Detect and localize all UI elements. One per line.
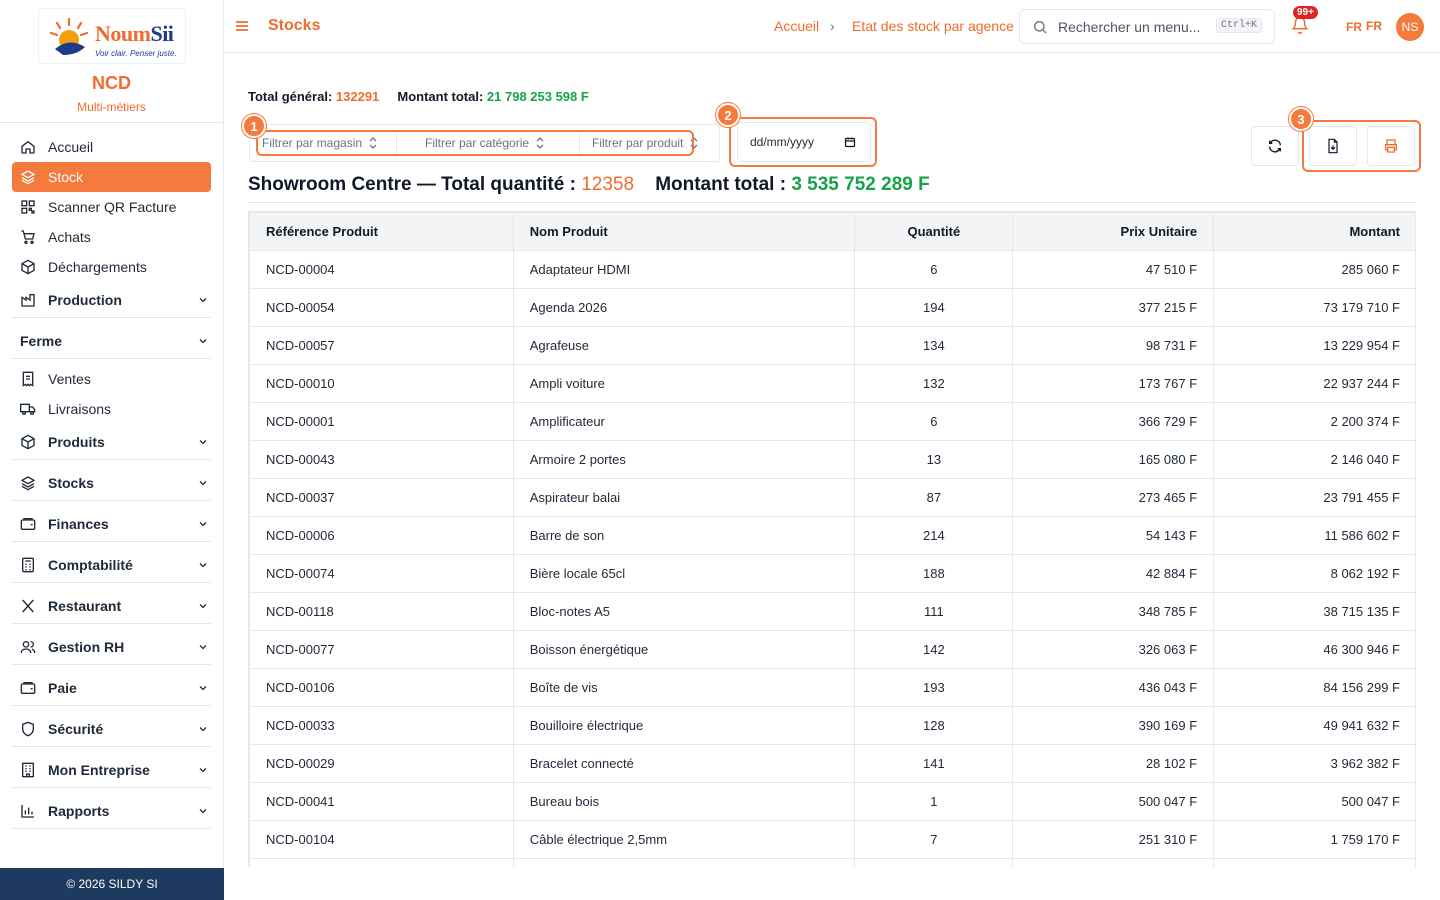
refresh-button[interactable] [1251,126,1299,166]
sidebar-group-produits[interactable] [12,424,211,460]
cell-reference: NCD-00054 [250,289,514,327]
sidebar-footer: © 2026 SILDY SI [0,868,224,900]
sidebar-group-label: Gestion RH [48,638,125,655]
cell-reference: NCD-00001 [250,403,514,441]
cell-nom: Barre de son [513,517,855,555]
chevron-down-icon [197,764,209,776]
table-header-row [250,213,1417,251]
cell-prix: 390 169 F [1013,707,1214,745]
cell-reference: NCD-00077 [250,631,514,669]
sidebar-nav [12,132,211,829]
cell-quantite: 128 [855,707,1013,745]
cell-nom: Adaptateur HDMI [513,251,855,289]
sidebar-group-paie[interactable] [12,670,211,706]
step-marker-3: 3 [1289,107,1313,131]
utensils-icon [20,598,36,614]
cell-reference: NCD-00004 [250,251,514,289]
table-row[interactable] [250,555,1417,593]
language-flag[interactable]: FR [1346,20,1362,34]
chevron-down-icon [197,600,209,612]
table-row[interactable] [250,593,1417,631]
sidebar-group-gestion-rh[interactable] [12,629,211,665]
cell-nom: Bloc-notes A5 [513,593,855,631]
cell-reference: NCD-00029 [250,745,514,783]
sidebar-group-label: Production [48,291,122,308]
table-row[interactable] [250,821,1417,859]
table-body [250,251,1417,868]
cell-montant: 2 200 374 F [1214,403,1416,441]
company-name: NCD [92,73,131,93]
cell-nom: Amplificateur [513,403,855,441]
sidebar-group-stocks[interactable] [12,465,211,501]
column-header-nom[interactable]: Nom Produit [513,213,855,251]
cell-montant: 46 300 946 F [1214,631,1416,669]
column-header-quantite[interactable]: Quantité [855,213,1013,251]
cell-quantite: 134 [855,327,1013,365]
sidebar-group-label: Restaurant [48,597,122,614]
sidebar-group-label: Sécurité [48,720,104,737]
cell-prix: 165 080 F [1013,441,1214,479]
cell-montant: 285 060 F [1214,251,1416,289]
step-marker-1: 1 [242,114,266,138]
chevron-down-icon [197,723,209,735]
refresh-icon [1267,138,1283,154]
table-row[interactable] [250,403,1417,441]
date-input[interactable] [737,122,871,162]
breadcrumb-separator: › [830,18,835,34]
table-row[interactable] [250,631,1417,669]
table-row[interactable] [250,289,1417,327]
chevron-down-icon [197,518,209,530]
table-row[interactable] [250,251,1417,289]
cell-reference: NCD-00104 [250,821,514,859]
cell-montant: 49 941 632 F [1214,707,1416,745]
total-value: 132291 [335,89,380,104]
wallet-icon [20,680,36,696]
column-header-montant[interactable]: Montant [1214,213,1416,251]
search-placeholder: Rechercher un menu... [1058,18,1201,35]
sidebar-group-label: Rapports [48,802,110,819]
cell-quantite: 132 [855,365,1013,403]
column-header-prix[interactable]: Prix Unitaire [1013,213,1214,251]
box-icon [20,434,36,450]
table-row[interactable] [250,669,1417,707]
cell-prix [1013,859,1214,868]
table-row[interactable] [250,327,1417,365]
sidebar-group-label: Comptabilité [48,556,133,573]
cell-prix: 173 767 F [1013,365,1214,403]
sidebar-item-label: Déchargements [48,259,147,275]
cell-reference: NCD-00043 [250,441,514,479]
sidebar-group-finances[interactable] [12,506,211,542]
cell-prix: 28 102 F [1013,745,1214,783]
sidebar-group-comptabilite[interactable] [12,547,211,583]
sidebar-group-production[interactable] [12,282,211,318]
cell-reference: NCD-00118 [250,593,514,631]
cell-prix: 54 143 F [1013,517,1214,555]
chevron-down-icon [197,436,209,448]
cell-nom: Armoire 2 portes [513,441,855,479]
section-title [248,174,930,196]
company-subtitle: Multi-métiers [77,100,146,114]
sidebar-group-label: Produits [48,433,105,450]
step-marker-2: 2 [716,103,740,127]
sidebar-item-dechargements[interactable] [12,252,211,282]
cell-quantite: 6 [855,251,1013,289]
cell-nom: Ampli voiture [513,365,855,403]
cell-quantite: 13 [855,441,1013,479]
cell-nom: Boîte de vis [513,669,855,707]
sidebar-group-label: Finances [48,515,109,532]
cell-quantite: 1 [855,783,1013,821]
breadcrumb-home[interactable]: Accueil [774,18,820,34]
date-placeholder: dd/mm/yyyy [750,135,815,149]
cell-nom: Bouilloire électrique [513,707,855,745]
table-row[interactable] [250,479,1417,517]
sidebar-group-restaurant[interactable] [12,588,211,624]
sidebar-item-label: Ventes [48,371,91,387]
cell-prix: 98 731 F [1013,327,1214,365]
cell-montant: 84 156 299 F [1214,669,1416,707]
cell-prix: 366 729 F [1013,403,1214,441]
table-row[interactable] [250,365,1417,403]
menu-icon[interactable] [234,18,250,34]
sidebar-item-label: Livraisons [48,401,112,417]
divider [248,202,1416,203]
cell-quantite: 111 [855,593,1013,631]
filter-categorie-label: Filtrer par catégorie [425,136,530,150]
cell-prix: 326 063 F [1013,631,1214,669]
layers-icon [20,169,36,185]
section-name: Showroom Centre — Total quantité : [248,174,576,195]
sidebar-item-ventes[interactable] [12,364,211,394]
sidebar-item-label: Accueil [48,139,94,155]
calendar-icon[interactable] [844,136,856,148]
cell-reference: NCD-00057 [250,327,514,365]
truck-icon [20,401,36,417]
section-amount: 3 535 752 289 F [791,174,930,195]
cell-nom: Bureau bois [513,783,855,821]
breadcrumb-current[interactable]: Etat des stock par agence [852,18,1014,34]
sidebar-item-stock[interactable] [12,162,211,192]
cell-quantite: 188 [855,555,1013,593]
chart-icon [20,803,36,819]
cell-quantite: 193 [855,669,1013,707]
sidebar-group-ferme[interactable] [12,323,211,359]
filter-highlight [256,130,694,156]
cell-reference: NCD-00106 [250,669,514,707]
cell-montant: 500 047 F [1214,783,1416,821]
cell-prix: 436 043 F [1013,669,1214,707]
notification-badge: 99+ [1293,6,1318,19]
total-label: Total général: [248,89,333,104]
search-shortcut: Ctrl+K [1216,18,1262,33]
stock-table [248,211,1416,867]
layers-icon [20,475,36,491]
cell-nom: Bière locale 65cl [513,555,855,593]
cart-icon [20,229,36,245]
chevron-down-icon [197,682,209,694]
box-icon [20,259,36,275]
cell-quantite: 194 [855,289,1013,327]
sidebar-item-label: Scanner QR Facture [48,199,177,215]
filter-magasin-label: Filtrer par magasin [262,136,363,150]
language-selector[interactable]: FR [1366,19,1382,33]
cell-montant: 2 146 040 F [1214,441,1416,479]
page-title: Stocks [268,17,321,34]
topbar [224,0,1440,53]
table-row[interactable] [250,859,1417,868]
table-row[interactable] [250,707,1417,745]
calculator-icon [20,557,36,573]
cell-montant: 3 962 382 F [1214,745,1416,783]
cell-prix: 42 884 F [1013,555,1214,593]
qr-icon [20,199,36,215]
cell-quantite: 6 [855,403,1013,441]
search-icon [1032,19,1048,35]
sidebar-item-livraisons[interactable] [12,394,211,424]
cell-montant [1214,859,1416,868]
sun-logo-icon [47,15,91,59]
home-icon [20,139,36,155]
sidebar-group-label: Paie [48,679,77,696]
sidebar-item-achats[interactable] [12,222,211,252]
cell-reference: NCD-00006 [250,517,514,555]
shield-icon [20,721,36,737]
cell-nom: Bracelet connecté [513,745,855,783]
receipt-icon [20,371,36,387]
printer-icon [1383,138,1399,154]
cell-quantite: 87 [855,479,1013,517]
cell-prix: 251 310 F [1013,821,1214,859]
sidebar-item-label: Achats [48,229,91,245]
cell-reference: NCD-00037 [250,479,514,517]
cell-montant: 11 586 602 F [1214,517,1416,555]
cell-montant: 38 715 135 F [1214,593,1416,631]
cell-reference [250,859,514,868]
cell-reference: NCD-00074 [250,555,514,593]
chevron-down-icon [197,559,209,571]
cell-nom: Agenda 2026 [513,289,855,327]
logo-wordmark: NoumSii [95,21,174,46]
cell-nom: Câble électrique 2,5mm [513,821,855,859]
cell-nom [513,859,855,868]
table-row[interactable] [250,783,1417,821]
factory-icon [20,292,36,308]
building-icon [20,762,36,778]
sidebar-item-label: Stock [48,169,84,185]
amount-value: 21 798 253 598 F [486,89,589,104]
cell-quantite: 142 [855,631,1013,669]
users-icon [20,639,36,655]
chevron-down-icon [197,335,209,347]
brand [0,0,223,123]
section-qty: 12358 [581,174,635,195]
sidebar-group-label: Stocks [48,474,94,491]
sidebar-item-scanner[interactable] [12,192,211,222]
column-header-reference[interactable]: Référence Produit [250,213,514,251]
search-input[interactable] [1019,9,1275,44]
cell-montant: 1 759 170 F [1214,821,1416,859]
chevron-down-icon [197,477,209,489]
cell-prix: 348 785 F [1013,593,1214,631]
export-pdf-button[interactable] [1309,126,1357,166]
file-export-icon [1325,138,1341,154]
sidebar-group-mon-entreprise[interactable] [12,752,211,788]
cell-reference: NCD-00041 [250,783,514,821]
cell-montant: 13 229 954 F [1214,327,1416,365]
cell-nom: Boisson énergétique [513,631,855,669]
chevron-down-icon [197,805,209,817]
cell-prix: 273 465 F [1013,479,1214,517]
avatar[interactable]: NS [1396,13,1424,41]
chevron-down-icon [197,641,209,653]
cell-reference: NCD-00033 [250,707,514,745]
cell-montant: 23 791 455 F [1214,479,1416,517]
cell-montant: 73 179 710 F [1214,289,1416,327]
wallet-icon [20,516,36,532]
sidebar-item-accueil[interactable] [12,132,211,162]
print-button[interactable] [1367,126,1415,166]
cell-reference: NCD-00010 [250,365,514,403]
cell-prix: 377 215 F [1013,289,1214,327]
logo-tagline: Voir clair. Penser juste. [95,49,177,58]
cell-prix: 500 047 F [1013,783,1214,821]
sidebar-group-label: Ferme [20,332,63,349]
sidebar-group-label: Mon Entreprise [48,761,150,778]
chevron-down-icon [197,294,209,306]
cell-nom: Aspirateur balai [513,479,855,517]
logo[interactable] [38,8,186,64]
table-row[interactable] [250,745,1417,783]
filter-produit-label: Filtrer par produit [592,136,684,150]
sidebar-group-securite[interactable] [12,711,211,747]
cell-quantite: 141 [855,745,1013,783]
section-amount-label: Montant total : [655,174,787,195]
sidebar-group-rapports[interactable] [12,793,211,829]
cell-quantite: 7 [855,821,1013,859]
cell-nom: Agrafeuse [513,327,855,365]
cell-quantite: 214 [855,517,1013,555]
cell-montant: 22 937 244 F [1214,365,1416,403]
table-row[interactable] [250,441,1417,479]
amount-label: Montant total: [397,89,484,104]
cell-montant: 8 062 192 F [1214,555,1416,593]
sidebar [0,0,224,900]
cell-quantite [855,859,1013,868]
table-row[interactable] [250,517,1417,555]
cell-prix: 47 510 F [1013,251,1214,289]
grand-totals [248,89,589,104]
